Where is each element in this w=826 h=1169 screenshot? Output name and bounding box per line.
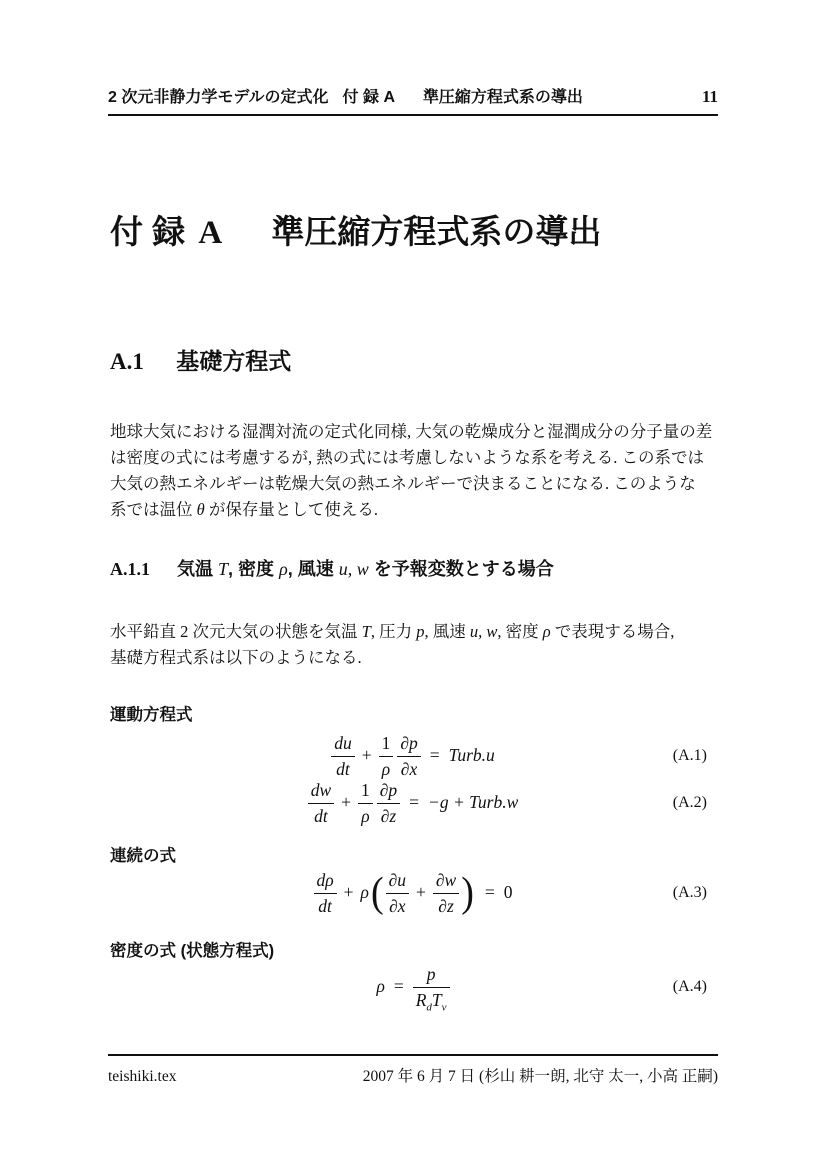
math-var-rho: ρ [376,976,385,997]
label-continuity-equation: 連続の式 [110,847,176,865]
label-equation-of-motion: 運動方程式 [110,706,193,724]
section-heading [110,346,291,377]
equation-number: (A.2) [672,794,707,811]
fraction-1-rho [358,780,373,827]
equals-operator: = [393,976,404,997]
equation-a3 [108,864,718,922]
text-line: は密度の式には考慮するが, 熱の式には考慮しないような系を考える. この系では [110,448,704,467]
denominator: dt [336,758,350,779]
text-segment: 水平鉛直 2 次元大気の状態を気温 [110,622,362,641]
plus-operator: + [416,882,426,903]
denominator: ∂z [380,805,397,826]
rhs-g-turb-w: −g + Turb.w [428,792,519,813]
fraction-dw-dz [433,870,459,917]
text-segment: で表現する場合, [550,622,675,641]
equals-operator: = [409,792,420,813]
text-line [110,619,726,645]
subsection-number: A.1.1 [110,559,150,579]
fraction-dp-dx [397,733,420,780]
fraction-du-dx [386,870,409,917]
text-line: 基礎方程式系は以下のようになる. [110,648,362,667]
fraction-dp-dz [377,780,400,827]
fraction-drho-dt [314,870,337,917]
numerator: 1 [358,780,373,804]
appendix-title [110,210,601,256]
fraction-du-dt [331,733,355,780]
numerator: dρ [314,870,337,894]
numerator: p [413,964,450,988]
text-segment: , 密度 [228,559,280,579]
denominator: ρ [381,758,391,779]
text-line: 大気の熱エネルギーは乾燥大気の熱エネルギーで決まることになる. このような [110,474,696,493]
math-var-R: R [415,989,427,1010]
plus-operator: + [341,792,352,813]
appendix-title-text: 準圧縮方程式系の導出 [271,213,602,250]
section-title: 基礎方程式 [176,348,292,374]
appendix-label-latin: A [198,215,223,251]
footer-filename: teishiki.tex [108,1068,177,1085]
math-var-T: T [361,622,371,641]
fraction-1-rho [379,733,394,780]
fraction-dw-dt [308,780,334,827]
header-appendix [343,84,583,107]
text-segment: が保存量として使える. [204,500,378,519]
text-segment: を予報変数とする場合 [368,559,554,579]
math-var-p: p [416,622,425,641]
text-segment: 系では温位 [110,500,197,519]
equation-a4 [108,958,718,1016]
page-number: 11 [701,87,718,106]
appendix-label-jp: 付 録 [110,213,186,250]
equation-a2 [108,778,718,828]
equation-number: (A.3) [672,884,707,901]
denominator [413,988,450,1011]
section-number: A.1 [110,349,144,374]
text-line [110,497,726,523]
equals-operator: = [484,882,495,903]
text-line: 地球大気における湿潤対流の定式化同様, 大気の乾燥成分と湿潤成分の分子量の差 [110,422,713,441]
paragraph-variables [110,619,726,671]
formula-a3 [314,870,513,917]
denominator: dt [318,895,332,916]
page-header [108,84,718,116]
header-appendix-title: 準圧縮方程式系の導出 [422,89,583,106]
denominator: ∂x [389,895,406,916]
plus-operator: + [361,745,372,766]
numerator: ∂w [433,870,459,894]
math-var-rho: ρ [360,882,369,903]
denominator: ∂z [438,895,454,916]
denominator: dt [314,805,328,826]
equation-a1 [108,731,718,781]
text-segment: , 密度 [497,622,543,641]
equation-number: (A.4) [672,978,707,995]
subsection-title [177,559,554,579]
numerator: ∂u [386,870,409,894]
text-segment: , 風速 [287,559,339,579]
subscript-d: d [426,1001,432,1013]
footer-date-authors: 2007 年 6 月 7 日 (杉山 耕一朗, 北守 太一, 小高 正嗣) [362,1068,718,1085]
math-var-rho: ρ [542,622,551,641]
formula-a4 [376,964,449,1011]
formula-a2 [308,780,519,827]
subsection-heading [110,556,554,582]
text-segment: , 圧力 [370,622,417,641]
fraction-p-RdTv [413,964,450,1011]
paragraph-intro [110,419,726,523]
numerator: dw [308,780,334,804]
numerator: 1 [379,733,394,757]
math-var-rho: ρ [279,559,288,579]
equals-operator: = [429,745,440,766]
label-equation-of-state: 密度の式 (状態方程式) [110,942,275,960]
right-paren: ) [461,869,474,916]
subscript-v: v [441,1001,447,1013]
rhs-turb-u: Turb.u [448,745,495,766]
math-var-uw: u, w [469,622,498,641]
numerator: ∂p [377,780,400,804]
numerator: ∂p [397,733,420,757]
math-var-T: T [431,989,442,1010]
theta-symbol: θ [196,500,205,519]
formula-a1 [331,733,495,780]
rhs-zero: 0 [503,882,513,903]
denominator: ρ [361,805,370,826]
numerator: du [331,733,355,757]
header-document-title: 2 次元非静力学モデルの定式化 [108,89,329,106]
equation-number: (A.1) [672,747,707,764]
header-appendix-label: 付 録 A [342,89,395,106]
plus-operator: + [343,882,354,903]
left-paren: ( [370,869,384,916]
page-footer [108,1054,718,1086]
math-var-T: T [218,559,229,579]
text-segment: , 風速 [424,622,470,641]
math-var-uw: u, w [338,559,369,579]
denominator: ∂x [400,758,418,779]
text-segment: 気温 [177,559,219,579]
